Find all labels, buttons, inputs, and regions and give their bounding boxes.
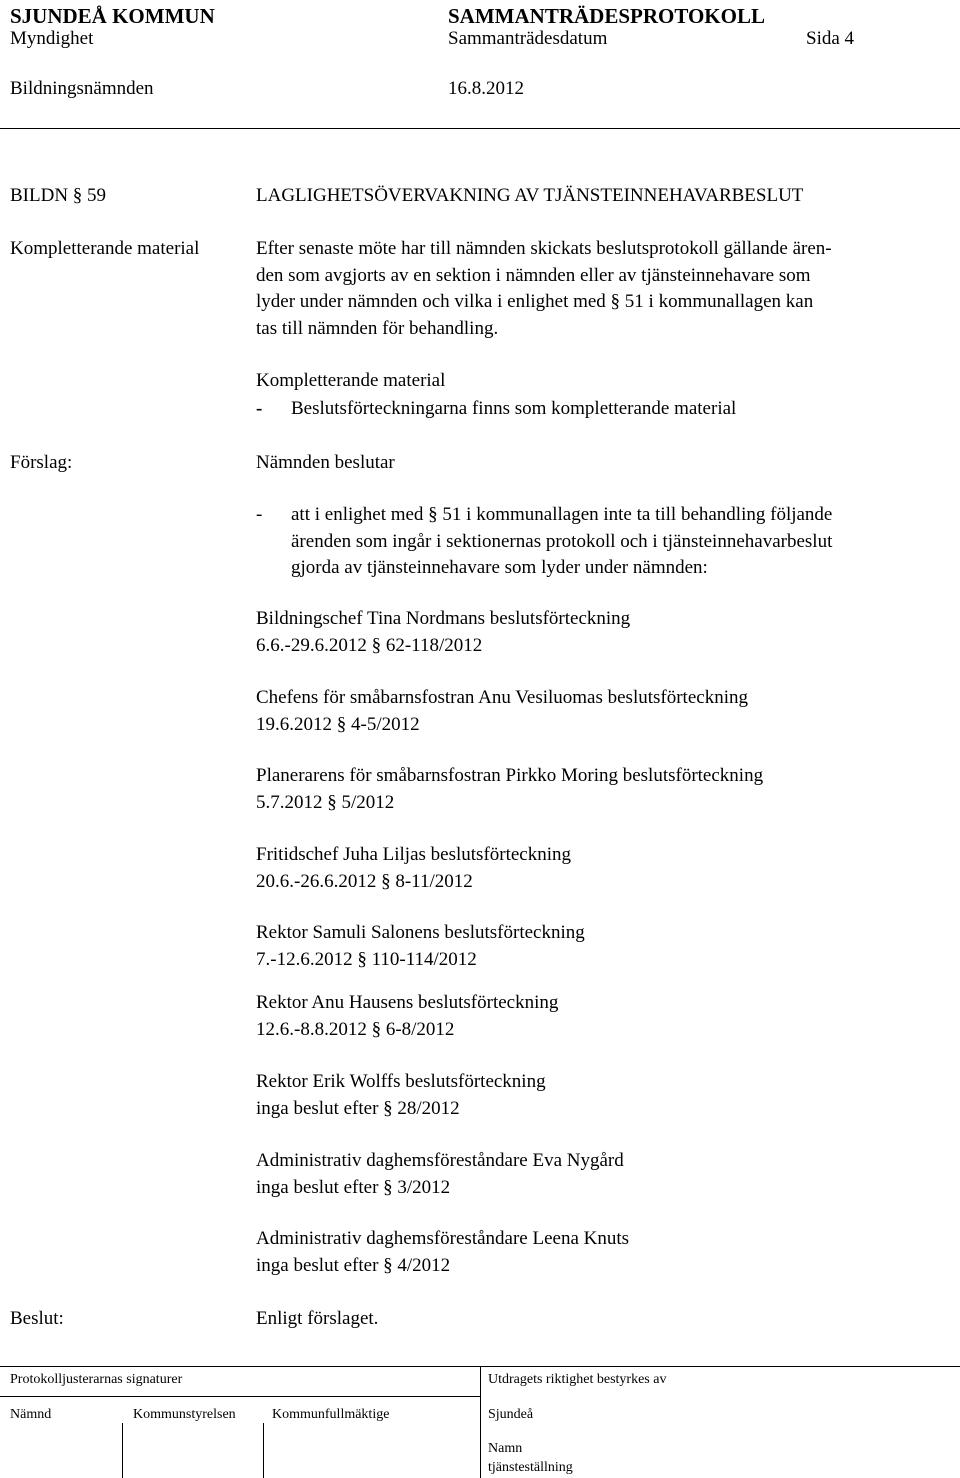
intro-line: tas till nämnden för behandling. xyxy=(256,317,499,339)
item-number: BILDN § 59 xyxy=(10,185,107,206)
decision-list-item xyxy=(256,920,585,973)
footer-divider xyxy=(480,1366,481,1478)
decision-list-detail: inga beslut efter § 28/2012 xyxy=(256,1097,460,1119)
decision-list-item xyxy=(256,1226,629,1279)
decision-list-item xyxy=(256,990,558,1043)
footer-label-rule xyxy=(0,1396,480,1397)
intro-line: lyder under nämnden och vilka i enlighet med § 51 i kommunallagen kan xyxy=(256,291,814,312)
decision-list-detail: 7.-12.6.2012 § 110-114/2012 xyxy=(256,948,477,970)
authority-label: Myndighet xyxy=(10,28,94,49)
decision-list-name: Rektor Erik Wolffs beslutsförteckning xyxy=(256,1071,546,1092)
proposal-line: gjorda av tjänsteinnehavare som lyder under nämnden: xyxy=(291,557,708,578)
decision-list-item xyxy=(256,842,571,895)
intro-text xyxy=(256,236,832,342)
footer-name-label: Namn xyxy=(488,1441,523,1456)
decision-list-detail: 20.6.-26.6.2012 § 8-11/2012 xyxy=(256,870,473,892)
decision-list-name: Rektor Anu Hausens beslutsförteckning xyxy=(256,992,559,1013)
supplement-heading: Kompletterande material xyxy=(256,370,446,391)
footer-col-board: Nämnd xyxy=(10,1407,52,1422)
decision-label: Beslut: xyxy=(10,1308,64,1329)
decision-list-name: Fritidschef Juha Liljas beslutsförteckning xyxy=(256,844,572,865)
decision-list-name: Rektor Samuli Salonens beslutsförteckning xyxy=(256,922,585,943)
decision-list-item xyxy=(256,1069,546,1122)
authority-name: Bildningsnämnden xyxy=(10,78,154,99)
footer-place: Sjundeå xyxy=(488,1407,534,1422)
decision-list-item xyxy=(256,1148,624,1201)
protocol-title: SAMMANTRÄDESPROTOKOLL xyxy=(448,4,765,28)
supplement-text: Beslutsförteckningarna finns som kompletterande material xyxy=(291,398,737,419)
signature-cell-divider xyxy=(263,1423,264,1478)
decision-list-name: Administrativ daghemsföreståndare Leena Knuts xyxy=(256,1228,630,1249)
org-name: SJUNDEÅ KOMMUN xyxy=(10,4,215,28)
page-number: Sida 4 xyxy=(806,28,855,49)
meeting-date: 16.8.2012 xyxy=(448,78,524,99)
proposal-dash: - xyxy=(256,504,263,525)
decision-list-detail: inga beslut efter § 4/2012 xyxy=(256,1254,451,1276)
decision-list-item xyxy=(256,763,763,816)
proposal-line: ärenden som ingår i sektionernas protokoll och i tjänsteinnehavarbeslut xyxy=(291,530,833,552)
proposal-line: att i enlighet med § 51 i kommunallagen inte ta till behandling följande xyxy=(291,504,833,525)
item-title: LAGLIGHETSÖVERVAKNING AV TJÄNSTEINNEHAVARBESLUT xyxy=(256,185,804,206)
proposal-heading: Nämnden beslutar xyxy=(256,452,395,473)
header-divider xyxy=(0,128,960,129)
proposal-label: Förslag: xyxy=(10,452,73,473)
certified-label: Utdragets riktighet bestyrkes av xyxy=(488,1372,667,1387)
footer-col-executive: Kommunstyrelsen xyxy=(133,1407,236,1422)
decision-list-item xyxy=(256,685,748,738)
decision-list-detail: 19.6.2012 § 4-5/2012 xyxy=(256,713,420,735)
decision-list-detail: inga beslut efter § 3/2012 xyxy=(256,1176,451,1198)
decision-list-item xyxy=(256,606,630,659)
footer-position-label: tjänsteställning xyxy=(488,1460,573,1475)
signature-cell-divider xyxy=(122,1423,123,1478)
decision-list-name: Planerarens för småbarnsfostran Pirkko Moring beslutsförteckning xyxy=(256,765,764,786)
intro-line: Efter senaste möte har till nämnden skickats beslutsprotokoll gällande ären- xyxy=(256,238,832,259)
supplement-dash: - xyxy=(256,398,263,419)
decision-list-detail: 12.6.-8.8.2012 § 6-8/2012 xyxy=(256,1018,455,1040)
decision-list-detail: 5.7.2012 § 5/2012 xyxy=(256,791,395,813)
decision-list-name: Bildningschef Tina Nordmans beslutsförteckning xyxy=(256,608,631,629)
decision-list-name: Administrativ daghemsföreståndare Eva Nygård xyxy=(256,1150,624,1171)
decision-list-name: Chefens för småbarnsfostran Anu Vesiluomas beslutsförteckning xyxy=(256,687,748,708)
intro-line: den som avgjorts av en sektion i nämnden eller av tjänsteinnehavare som xyxy=(256,264,811,286)
date-label: Sammanträdesdatum xyxy=(448,28,608,49)
footer-col-council: Kommunfullmäktige xyxy=(272,1407,390,1422)
decision-list-detail: 6.6.-29.6.2012 § 62-118/2012 xyxy=(256,634,483,656)
signatures-label: Protokolljusterarnas signaturer xyxy=(10,1372,183,1387)
material-label: Kompletterande material xyxy=(10,238,200,259)
decision-text: Enligt förslaget. xyxy=(256,1308,379,1329)
proposal-text xyxy=(291,502,832,582)
